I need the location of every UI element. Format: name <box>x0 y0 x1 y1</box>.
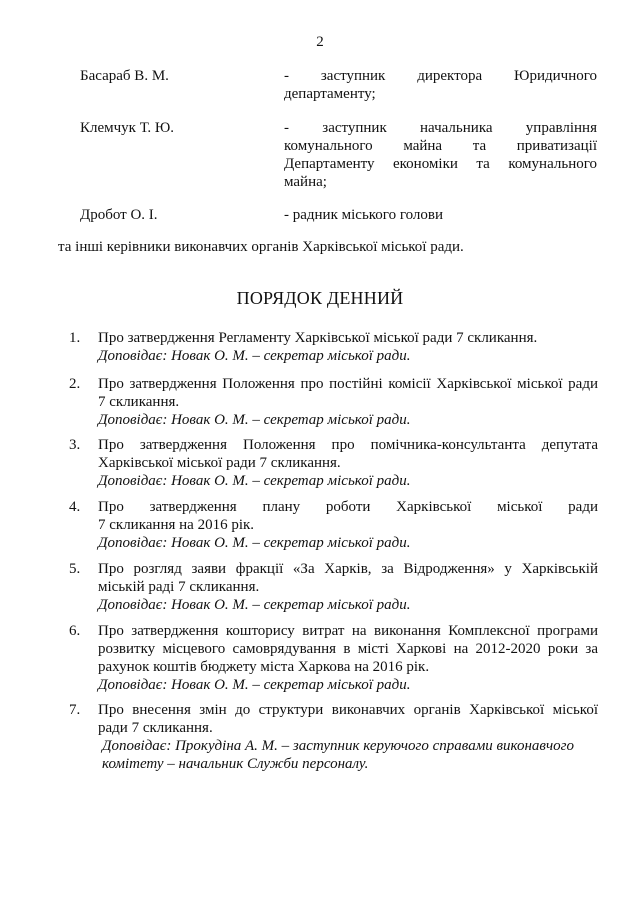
agenda-item-speaker: Доповідає: Новак О. М. – секретар міської ради. <box>98 677 411 693</box>
agenda-item-text <box>98 375 598 429</box>
agenda-item-speaker: Доповідає: Прокудіна А. М. – заступник керуючого справами виконавчого <box>102 738 574 754</box>
agenda-item-line: 7 скликання. <box>98 394 180 410</box>
agenda-item-number: 1. <box>69 330 81 346</box>
agenda-item-text <box>98 701 598 773</box>
attendee-role <box>284 67 597 103</box>
agenda-item-text <box>98 498 598 552</box>
agenda-item-text <box>98 436 598 490</box>
role-line: департаменту; <box>284 86 376 102</box>
agenda-item-number: 3. <box>69 437 81 453</box>
agenda-item-line: Харківської міської ради 7 скликання. <box>98 455 341 471</box>
role-line: - радник міського голови <box>284 207 444 223</box>
page-number: 2 <box>316 34 324 50</box>
role-line: - заступник начальника управління <box>284 120 597 136</box>
role-line: майна; <box>284 174 327 190</box>
agenda-item-speaker: комітету – начальник Служби персоналу. <box>102 756 369 772</box>
role-line: - заступник директора Юридичного <box>284 68 597 84</box>
agenda-item-number: 6. <box>69 623 81 639</box>
agenda-item-line: Про затвердження Регламенту Харківської міської ради 7 скликання. <box>98 330 538 346</box>
agenda-title: ПОРЯДОК ДЕННИЙ <box>236 288 404 308</box>
agenda-item-number: 5. <box>69 561 81 577</box>
agenda-item-text <box>98 622 598 694</box>
agenda-item-line: Про затвердження плану роботи Харківської міської ради <box>98 499 598 515</box>
attendee-name: Дробот О. І. <box>80 207 158 223</box>
agenda-item-number: 4. <box>69 499 81 515</box>
agenda-item-line: Про затвердження кошторису витрат на виконання Комплексної програми <box>98 623 598 639</box>
attendee-name: Басараб В. М. <box>80 68 169 84</box>
agenda-item-line: міській раді 7 скликання. <box>98 579 260 595</box>
agenda-item-line: Про розгляд заяви фракції «За Харків, за Відродження» у Харківській <box>98 561 598 577</box>
agenda-item-line: ради 7 скликання. <box>98 720 213 736</box>
role-line: комунального майна та приватизації <box>284 138 597 154</box>
agenda-item-speaker: Доповідає: Новак О. М. – секретар міської ради. <box>98 535 411 551</box>
agenda-item-line: Про затвердження Положення про помічника-консультанта депутата <box>98 437 598 453</box>
agenda-item-line: рахунок коштів бюджету міста Харкова на 2016 рік. <box>98 659 430 675</box>
agenda-item-number: 2. <box>69 376 81 392</box>
agenda-item-number: 7. <box>69 702 81 718</box>
agenda-item-text <box>98 329 598 365</box>
other-attendees-note: та інші керівники виконавчих органів Харківської міської ради. <box>58 239 464 255</box>
attendee-name: Клемчук Т. Ю. <box>80 120 175 136</box>
agenda-item-speaker: Доповідає: Новак О. М. – секретар міської ради. <box>98 473 411 489</box>
agenda-item-speaker: Доповідає: Новак О. М. – секретар міської ради. <box>98 348 411 364</box>
agenda-item-speaker: Доповідає: Новак О. М. – секретар міської ради. <box>98 412 411 428</box>
role-line: Департаменту економіки та комунального <box>284 156 597 172</box>
agenda-item-speaker: Доповідає: Новак О. М. – секретар міської ради. <box>98 597 411 613</box>
agenda-item-line: Про затвердження Положення про постійні комісії Харківської міської ради <box>98 376 598 392</box>
agenda-item-text <box>98 560 598 614</box>
attendee-role <box>284 206 597 224</box>
agenda-item-line: Про внесення змін до структури виконавчих органів Харківської міської <box>98 702 598 718</box>
agenda-item-line: розвитку місцевого самоврядування в місті Харкові на 2012-2020 роки за <box>98 641 598 657</box>
agenda-item-line: 7 скликання на 2016 рік. <box>98 517 255 533</box>
attendee-role <box>284 119 597 191</box>
